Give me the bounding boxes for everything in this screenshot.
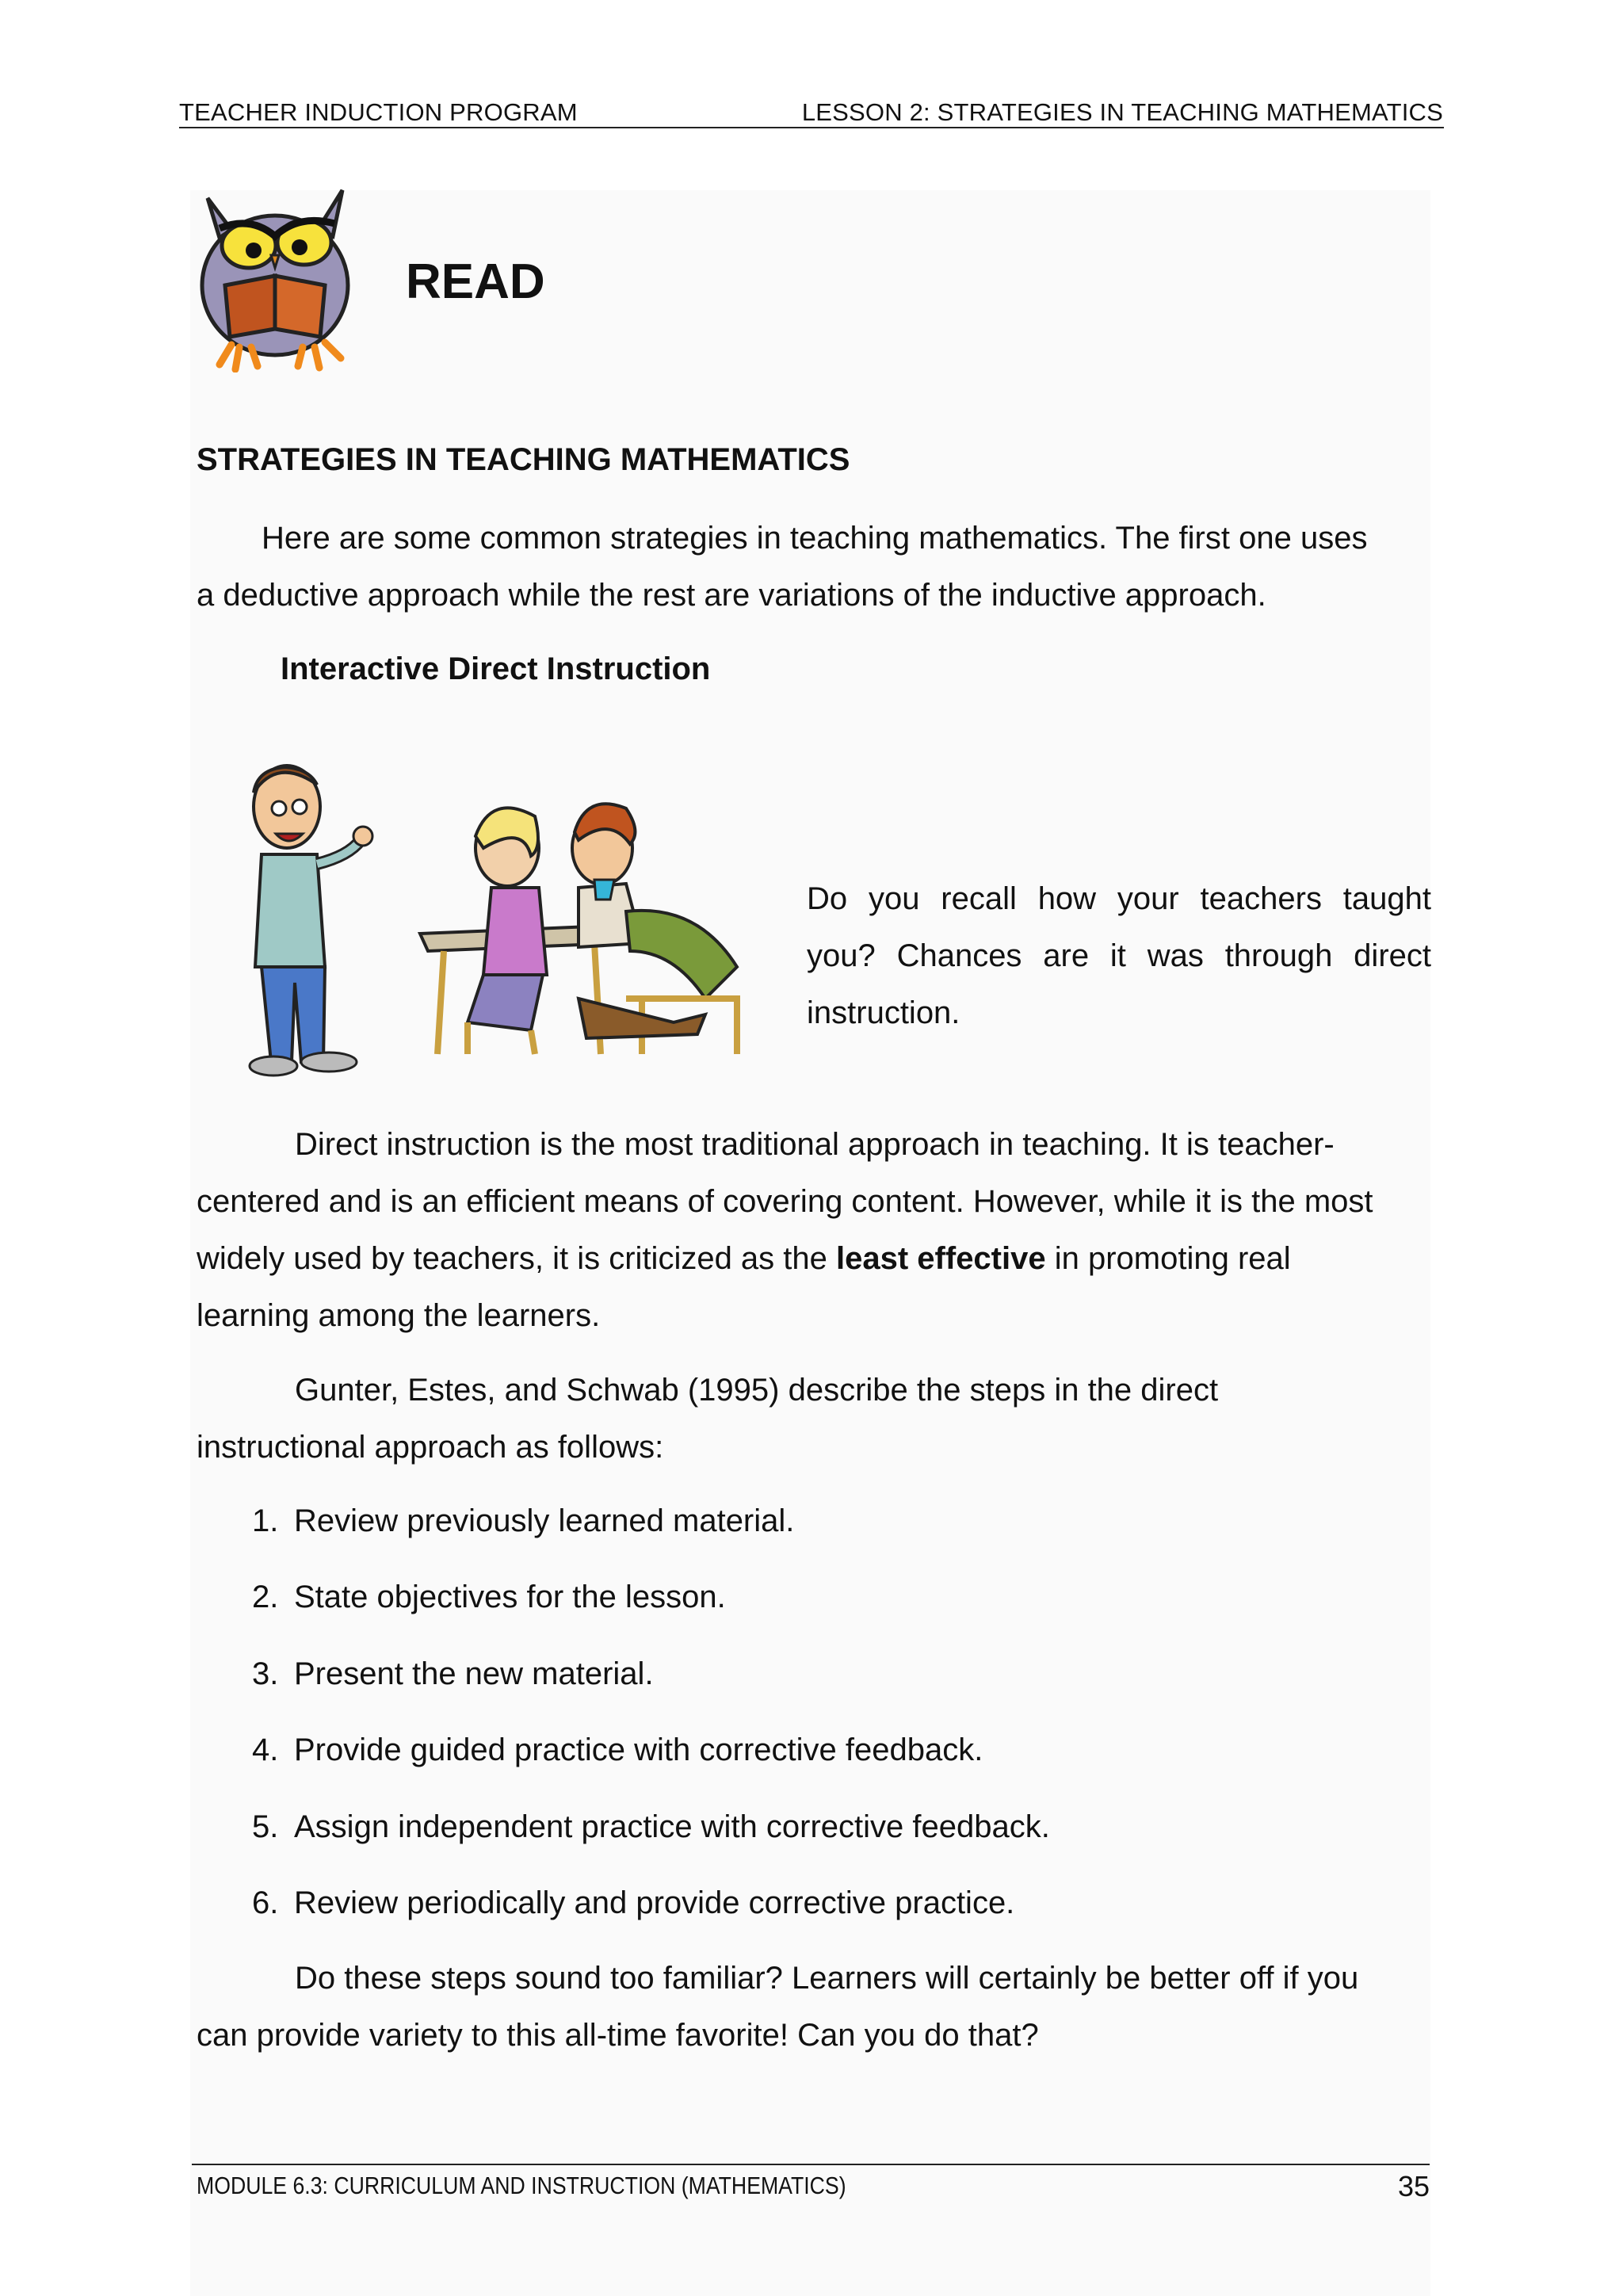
list-item: 3. Present the new material. — [252, 1656, 654, 1691]
header-program-title: TEACHER INDUCTION PROGRAM — [179, 98, 578, 126]
reading-owl-icon — [176, 166, 374, 372]
direct-line-3-start: widely used by teachers, it is criticized as the — [197, 1241, 837, 1276]
direct-line-4: learning among the learners. — [197, 1298, 601, 1333]
list-item: 5. Assign independent practice with corrective feedback. — [252, 1809, 1050, 1844]
direct-line-3-end: in promoting real — [1045, 1241, 1291, 1276]
direct-line-3 — [197, 1230, 1441, 1287]
direct-line-2: centered and is an efficient means of covering content. However, while it is the most — [197, 1184, 1373, 1219]
header-rule — [179, 127, 1444, 128]
read-heading: READ — [406, 254, 545, 309]
page-number: 35 — [1398, 2170, 1430, 2202]
least-effective-emphasis: least effective — [836, 1241, 1046, 1276]
direct-instruction-prompt: Do you recall how your teachers taught you? Chances are it was through direct instruction. — [807, 881, 1431, 1030]
direct-instruction-paragraph — [197, 1116, 1441, 1344]
closing-paragraph — [197, 1950, 1441, 2064]
gunter-paragraph — [197, 1362, 1441, 1476]
list-item: 6. Review periodically and provide corrective practice. — [252, 1885, 1015, 1920]
list-item: 2. State objectives for the lesson. — [252, 1580, 726, 1615]
footer-module-title: MODULE 6.3: CURRICULUM AND INSTRUCTION (MATHEMATICS) — [197, 2172, 846, 2199]
direct-line-1: Direct instruction is the most traditional approach in teaching. It is teacher- — [295, 1127, 1335, 1162]
list-item: 4. Provide guided practice with corrective feedback. — [252, 1733, 983, 1768]
list-item: 1. Review previously learned material. — [252, 1503, 795, 1538]
header-lesson-title: LESSON 2: STRATEGIES IN TEACHING MATHEMATICS — [801, 98, 1443, 126]
closing-line-2: can provide variety to this all-time favorite! Can you do that? — [197, 2018, 1039, 2053]
intro-line-1: Here are some common strategies in teaching mathematics. The first one uses — [262, 521, 1368, 556]
steps-list — [252, 1492, 1050, 1950]
classroom-illustration-icon — [230, 761, 777, 1078]
closing-line-1: Do these steps sound too familiar? Learners will certainly be better off if you — [295, 1961, 1359, 1996]
subsection-title: Interactive Direct Instruction — [281, 651, 711, 686]
gunter-line-1: Gunter, Estes, and Schwab (1995) describe the steps in the direct — [295, 1373, 1219, 1408]
footer-rule — [192, 2164, 1430, 2165]
intro-paragraph — [197, 510, 1433, 624]
intro-line-2: a deductive approach while the rest are variations of the inductive approach. — [197, 578, 1266, 613]
section-title: STRATEGIES IN TEACHING MATHEMATICS — [197, 442, 850, 477]
gunter-line-2: instructional approach as follows: — [197, 1430, 664, 1465]
